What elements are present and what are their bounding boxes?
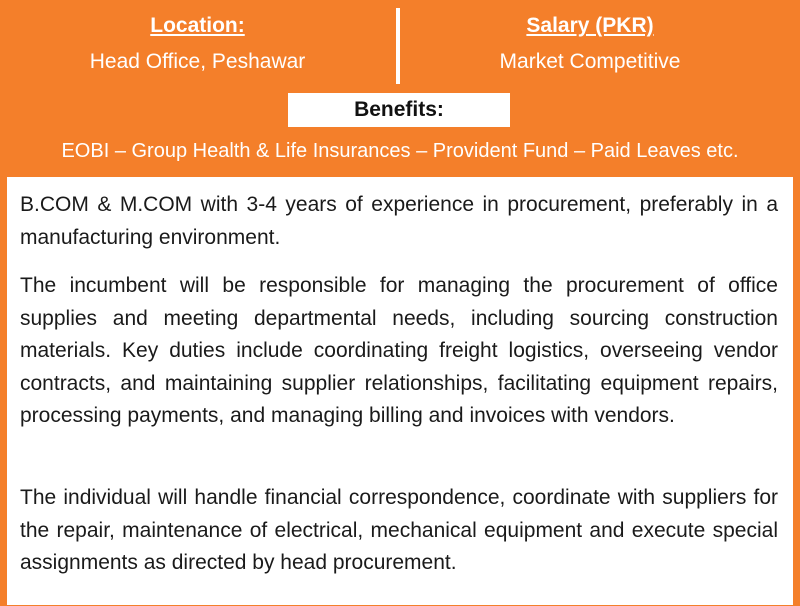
column-divider: [396, 8, 400, 84]
requirements-paragraph: B.COM & M.COM with 3-4 years of experience in procurement, preferably in a manufacturing environment.: [20, 193, 778, 249]
job-header-banner: [0, 0, 800, 176]
location-title: Location:: [150, 14, 245, 37]
benefits-label: Benefits:: [288, 93, 510, 127]
duties-paragraph: The individual will handle financial correspondence, coordinate with suppliers for the repair, maintenance of electrical, mechanical equipment and execute special assignments as directed by head procurement.: [20, 486, 778, 574]
salary-title: Salary (PKR): [526, 14, 654, 37]
responsibilities-paragraph: The incumbent will be responsible for managing the procurement of office supplies and meeting departmental needs, including sourcing construction materials. Key duties include coordinating freight logistics, overseeing vendor contracts, and maintaining supplier relationships, facilitating equipment repairs, processing payments, and managing billing and invoices with vendors.: [20, 274, 778, 427]
job-description: [6, 176, 794, 606]
location-value: Head Office, Peshawar: [89, 50, 306, 73]
salary-value: Market Competitive: [499, 50, 681, 73]
benefits-text: EOBI – Group Health & Life Insurances – Provident Fund – Paid Leaves etc.: [61, 140, 739, 162]
